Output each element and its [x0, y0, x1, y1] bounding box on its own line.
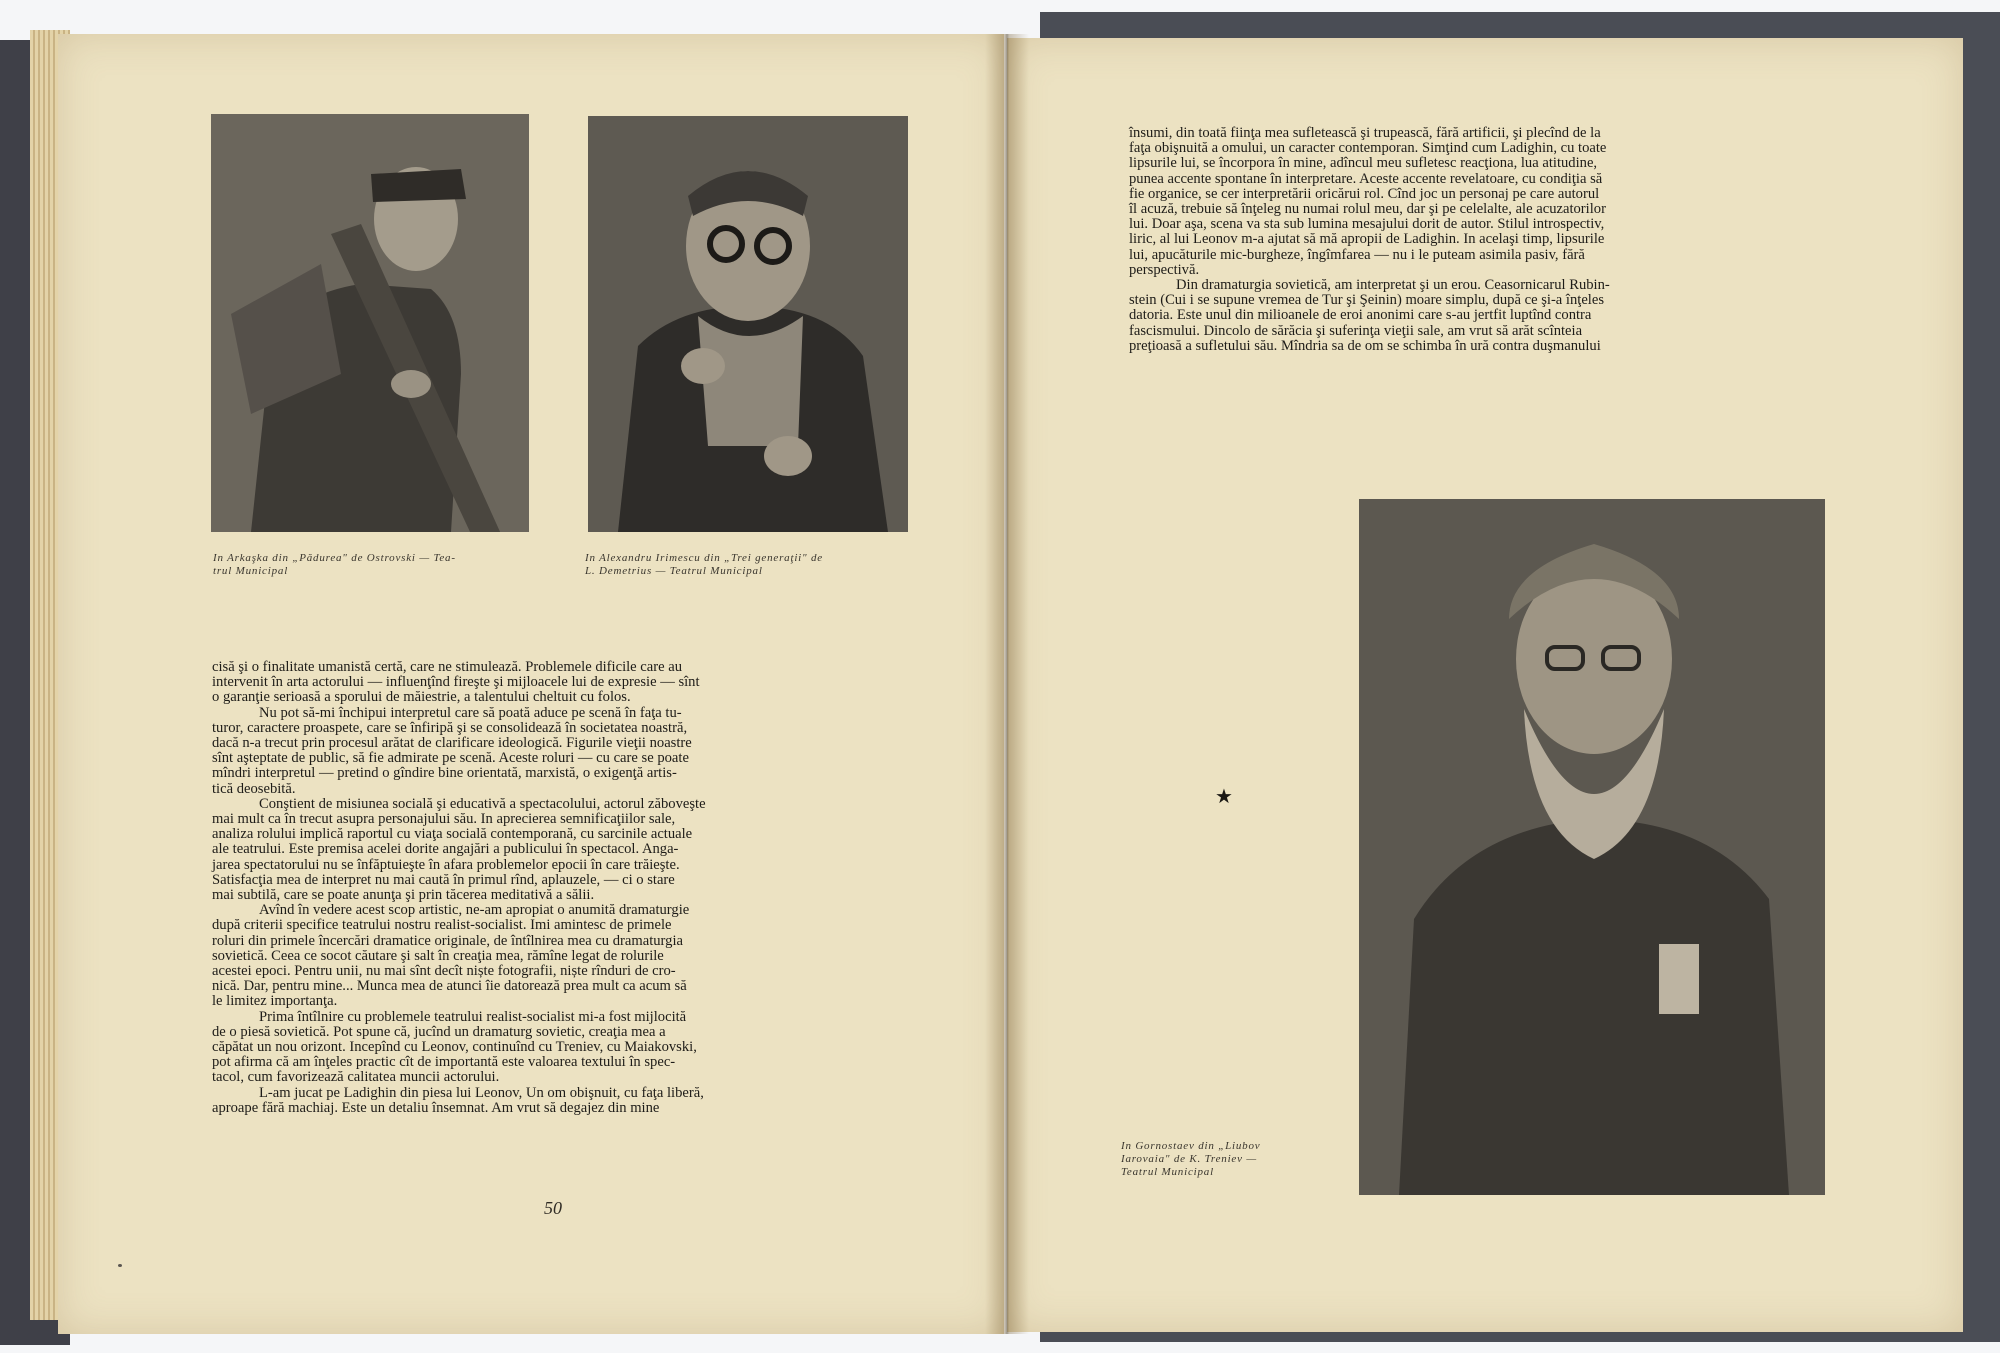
photo-irimescu	[588, 116, 908, 532]
photo-arkaska-caption: In Arkaşka din „Pădurea" de Ostrovski — Tea- trul Municipal	[213, 552, 456, 577]
paragraph: Nu pot să-mi închipui interpretul care să poată aduce pe scenă în faţa tu- turor, caractere proaspete, care se înfiripă şi se consolidează în societatea noastră, dacă n-a trecut prin procesul arătat de clarificare ideologică. Figurile vieţii noastre sînt aşteptate de public, să fie admirate pe scenă. Aceste roluri — cu care se poate mîndri interpretul — pretind o gîndire bine orientată, marxistă, o exigenţă artis- tică deosebită.	[212, 704, 692, 797]
page-number: 50	[544, 1198, 562, 1218]
paragraph: însumi, din toată fiinţa mea sufletească şi trupească, fără artificii, şi plecînd de la faţa obişnuită a omului, un caracter contemporan. Simţind cum Ladighin, cu toate lipsurile lui, se încorpora în mine, adîncul meu sufletesc reacţiona, lua atitudine, punea accente spontane în interpretare. Aceste accente revelatoare, cu condiţia să fie organice, se cer interpretării oricărui rol. Cînd joc un personaj pe care autorul îl acuză, trebuie să înţeleg nu numai rolul meu, dar şi pe celelalte, ale acuzatorilor lui. Doar aşa, scena va sta sub lumina mesajului dorit de autor. Stilul introspectiv, liric, al lui Leonov m-a ajutat să mă apropii de Ladighin. In acelaşi timp, lipsurile lui, apucăturile mic-burgheze, îngîmfarea — nu i le puteam asimila pasiv, fără perspectivă.	[1129, 125, 1607, 278]
photo-arkaska	[211, 114, 529, 532]
paragraph: Prima întîlnire cu problemele teatrului realist-socialist mi-a fost mijlocită de o piesă sovietică. Pot spune că, jucînd un dramaturg sovietic, creaţia mea a căpătat un nou orizont. Incepînd cu Leonov, continuînd cu Treniev, cu Maiakovski, pot afirma că am înţeles practic cît de importantă este valoarea textului în spec- tacol, cum favorizează calitatea muncii actorului.	[212, 1008, 697, 1086]
paper-speck	[118, 1264, 122, 1267]
left-page-body-text	[212, 660, 920, 1116]
paragraph: L-am jucat pe Ladighin din piesa lui Leonov, Un om obişnuit, cu faţa liberă, aproape fără machiaj. Este un detaliu însemnat. Am vrut să degajez din mine	[212, 1084, 704, 1116]
right-page	[1007, 38, 1963, 1332]
paragraph: Conştient de misiunea socială şi educativă a spectacolului, actorul zăboveşte mai mult ca în trecut asupra personajului său. In aprecierea semnificaţiilor sale, analiza rolului implică raportul cu viaţa socială contemporană, cu sarcinile actuale ale teatrului. Este premisa acelei dorite angajări a publicului în spectacol. Anga- jarea spectatorului nu se înfăptuieşte în afara problemelor epocii în care trăieşte. Satisfacţia mea de interpret nu mai caută în primul rînd, aplauzele, — ci o stare mai subtilă, care se poate anunţa şi prin tăcerea meditativă a sălii.	[212, 795, 706, 904]
paragraph: cisă şi o finalitate umanistă certă, care ne stimulează. Problemele dificile care au intervenit în arta actorului — influenţînd fireşte şi mijloacele lui de expresie — sînt o garanţie serioasă a sporului de măiestrie, a talentului cheltuit cu folos.	[212, 659, 700, 706]
star-ornament: ★	[1215, 786, 1233, 808]
actor-portrait-gornostaev	[1359, 499, 1825, 1195]
photo-gornostaev-caption: In Gornostaev din „Liubov Iarovaia" de K. Treniev — Teatrul Municipal	[1121, 1140, 1261, 1178]
right-page-body-text	[1129, 126, 1835, 354]
paragraph: Din dramaturgia sovietică, am interpretat şi un erou. Ceasornicarul Rubin- stein (Cui i se supune vremea de Tur şi Şeinin) moare simplu, după ce şi-a înţeles datoria. Este unul din milioanele de eroi anonimi care s-au jertfit luptînd contra fascismului. Dincolo de sărăcia şi suferinţa vieţii sale, am vrut să arăt scînteia preţioasă a sufletului său. Mîndria sa de om se schimba în ură contra duşmanului	[1129, 277, 1610, 354]
photo-gornostaev	[1359, 499, 1825, 1195]
paragraph: Avînd în vedere acest scop artistic, ne-am apropiat o anumită dramaturgie după criterii specifice teatrului nostru realist-socialist. Imi amintesc de primele roluri din primele încercări dramatice originale, de întîlnirea mea cu dramaturgia sovietică. Ceea ce socot căutare şi salt în creaţia mea, rămîne legat de rolurile acestei epoci. Pentru unii, nu mai sînt decît niște fotografii, niște rînduri de cro- nică. Dar, pentru mine... Munca mea de atunci îie datorează prea mult ca acum să le limitez importanţa.	[212, 902, 690, 1010]
actor-portrait-irimescu	[588, 116, 908, 532]
actor-portrait-arkaska	[211, 114, 529, 532]
book-gutter	[985, 34, 1029, 1334]
left-page	[58, 34, 1004, 1334]
photo-irimescu-caption: In Alexandru Irimescu din „Trei generaţii" de L. Demetrius — Teatrul Municipal	[585, 552, 823, 577]
